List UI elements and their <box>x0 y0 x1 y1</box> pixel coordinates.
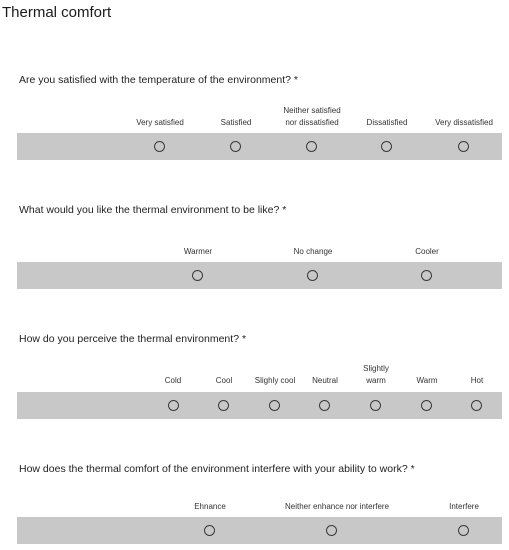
radio-cooler[interactable] <box>421 270 432 281</box>
option-label-no-change: No change <box>293 247 333 256</box>
radio-enhance[interactable] <box>204 525 215 536</box>
radio-slightly-warm[interactable] <box>370 400 381 411</box>
question-text: What would you like the thermal environment to be like? * <box>19 204 287 216</box>
radio-neither-satisfied-nor-dissatisfied[interactable] <box>306 141 317 152</box>
radio-interfere[interactable] <box>458 525 469 536</box>
radio-cool[interactable] <box>218 400 229 411</box>
radio-satisfied[interactable] <box>230 141 241 152</box>
option-label-slightly-warm: Slightly warm <box>363 364 389 385</box>
radio-cold[interactable] <box>168 400 179 411</box>
radio-very-satisfied[interactable] <box>154 141 165 152</box>
question-text: Are you satisfied with the temperature of the environment? * <box>19 74 298 86</box>
option-label-enhance: Ehnance <box>194 502 226 511</box>
option-label-cooler: Cooler <box>415 247 439 256</box>
option-label-neutral: Neutral <box>312 376 338 385</box>
option-label-satisfied: Satisfied <box>220 118 252 127</box>
radio-row <box>17 517 502 544</box>
radio-warmer[interactable] <box>192 270 203 281</box>
radio-warm[interactable] <box>421 400 432 411</box>
question-text: How do you perceive the thermal environment? * <box>19 333 247 345</box>
option-label-cold: Cold <box>164 376 182 385</box>
radio-dissatisfied[interactable] <box>381 141 392 152</box>
option-label-warmer: Warmer <box>183 247 213 256</box>
option-label-dissatisfied: Dissatisfied <box>366 118 408 127</box>
option-label-neither-enhance-nor-interfere: Neither enhance nor interfere <box>284 502 390 511</box>
option-label-very-satisfied: Very satisfied <box>136 118 184 127</box>
radio-very-dissatisfied[interactable] <box>458 141 469 152</box>
radio-slightly-cool[interactable] <box>269 400 280 411</box>
question-text: How does the thermal comfort of the environment interfere with your ability to work? * <box>19 463 415 475</box>
option-label-hot: Hot <box>470 376 484 385</box>
radio-neither-enhance-nor-interfere[interactable] <box>326 525 337 536</box>
radio-row <box>17 392 502 419</box>
option-label-neither-satisfied-nor-dissatisfied: Neither satisfied nor dissatisfied <box>283 106 341 127</box>
radio-neutral[interactable] <box>319 400 330 411</box>
radio-no-change[interactable] <box>307 270 318 281</box>
radio-row <box>17 133 502 160</box>
option-label-cool: Cool <box>215 376 233 385</box>
page-title: Thermal comfort <box>2 4 112 21</box>
option-label-slightly-cool: Slighly cool <box>254 376 296 385</box>
option-label-very-dissatisfied: Very dissatisfied <box>435 118 493 127</box>
option-label-interfere: Interfere <box>449 502 479 511</box>
option-label-warm: Warm <box>416 376 438 385</box>
radio-hot[interactable] <box>471 400 482 411</box>
radio-row <box>17 262 502 289</box>
